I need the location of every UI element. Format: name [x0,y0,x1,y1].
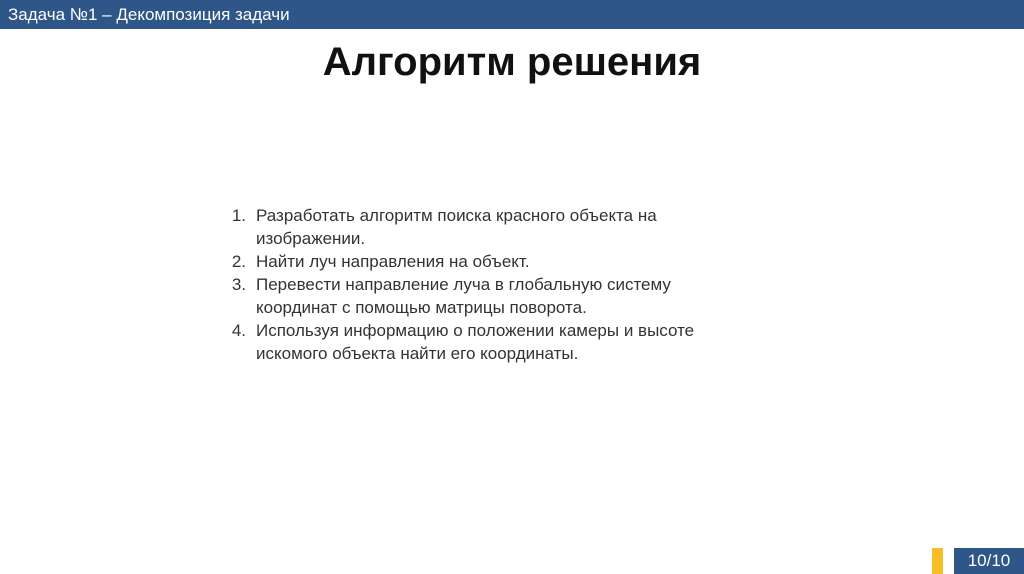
step-text-line: искомого объекта найти его координаты. [256,344,579,363]
step-text-line: координат с помощью матрицы поворота. [256,298,587,317]
step-text-line: изображении. [256,229,366,248]
footer-accent-bar [932,548,943,574]
step-item [231,319,796,365]
step-number: 2. [231,252,246,271]
step-number: 1. [231,206,246,225]
page-number: 10/10 [954,548,1024,574]
header-bar [0,0,1024,29]
step-item [231,250,796,273]
step-item [231,204,796,250]
step-text-line: Перевести направление луча в глобальную систему [256,275,671,294]
steps-list [231,204,796,365]
step-text-line: Используя информацию о положении камеры и высоте [256,321,695,340]
header-title: Задача №1 – Декомпозиция задачи [8,5,290,24]
step-number: 3. [231,275,246,294]
slide-title: Алгоритм решения [322,40,702,84]
step-text-line: Найти луч направления на объект. [256,252,530,271]
step-number: 4. [231,321,246,340]
step-item [231,273,796,319]
step-text-line: Разработать алгоритм поиска красного объекта на [256,206,657,225]
